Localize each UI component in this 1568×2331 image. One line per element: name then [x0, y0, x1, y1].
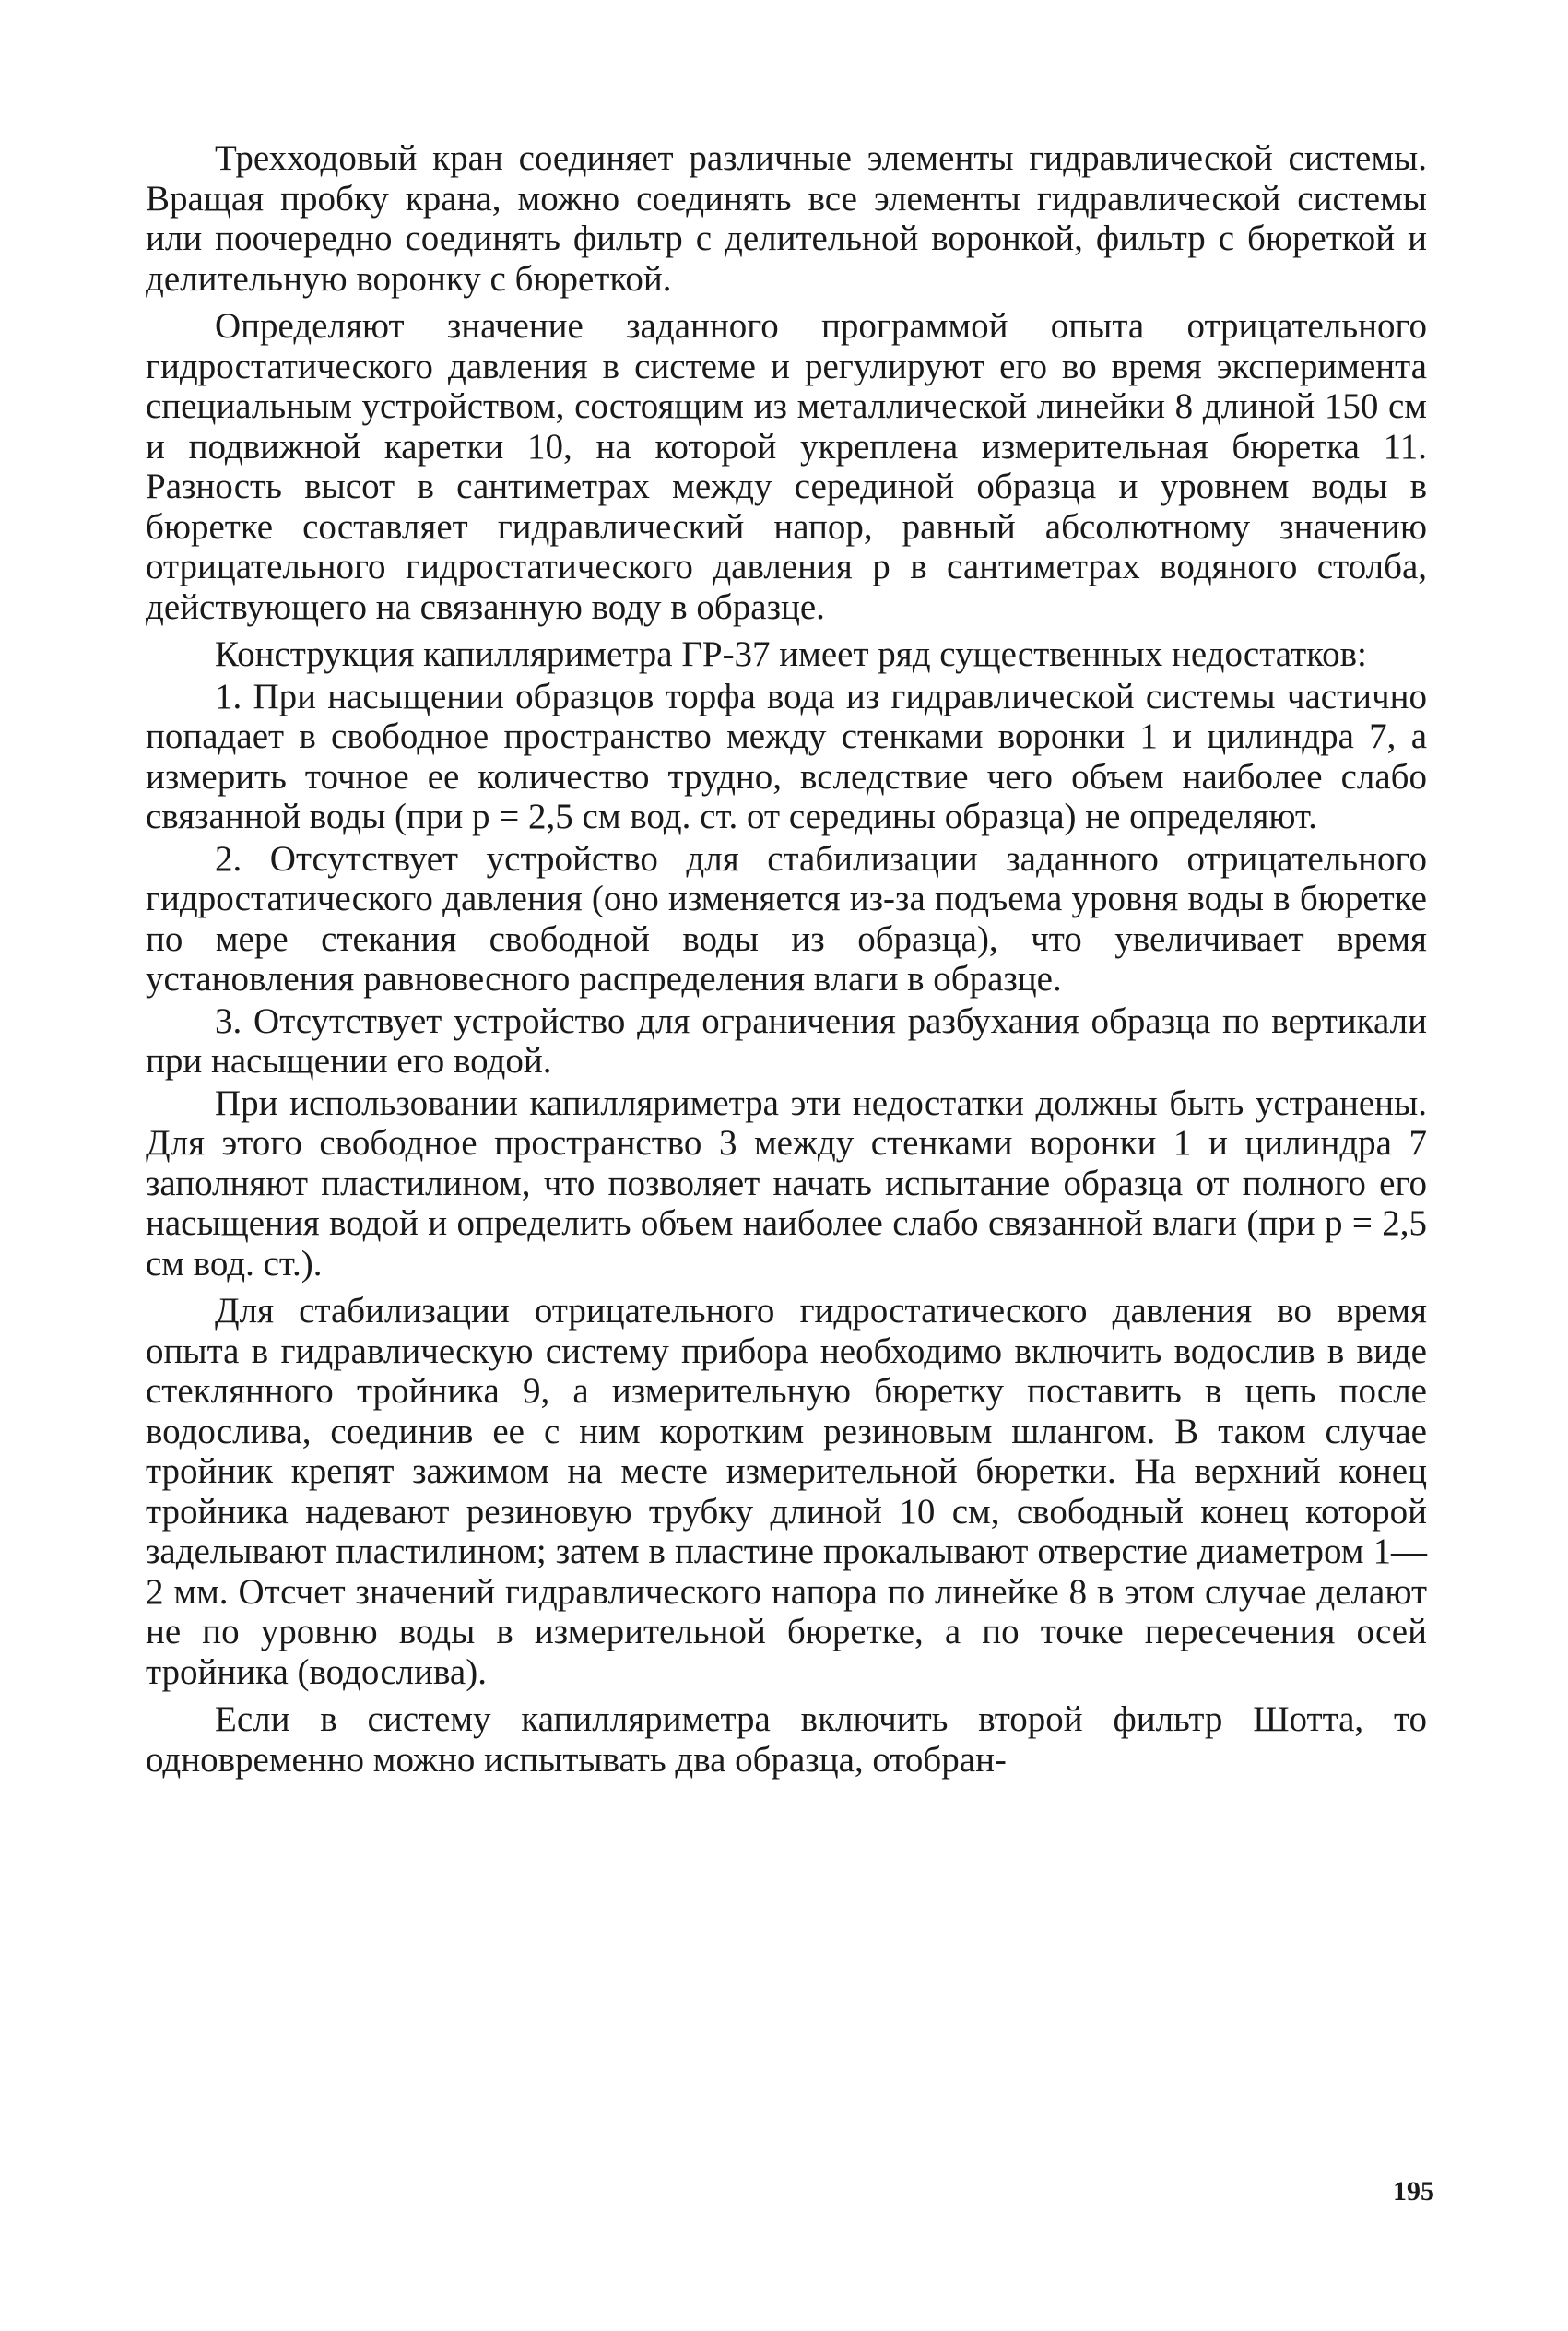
page-text: [146, 138, 1427, 1787]
paragraph-second-filter: Если в систему капилляриметра включить второй фильтр Шотта, то одновременно можно испытывать два образца, отобран-: [146, 1699, 1427, 1780]
paragraph-design-drawbacks: Конструкция капилляриметра ГР-37 имеет ряд существенных недостатков:: [215, 634, 1367, 674]
list-item-drawback-1: 1. При насыщении образцов торфа вода из гидравлической системы частично попадает в свободное пространство между стенками воронки 1 и цилиндра 7, а измерить точное ее количество трудно, вследствие чего объем наиболее слабо связанной воды (при p = 2,5 см вод. ст. от середины образца) не определяют.: [146, 676, 1427, 836]
list-item-drawback-2: 2. Отсутствует устройство для стабилизации заданного отрицательного гидростатического давления (оно изменяется из-за подъема уровня воды в бюретке по мере стекания свободной воды из образца), что увеличивает время установления равновесного распределения влаги в образце.: [146, 838, 1427, 999]
list-item-drawback-3: 3. Отсутствует устройство для ограничения разбухания образца по вертикали при насыщении его водой.: [146, 1000, 1427, 1081]
paragraph-stabilization: Для стабилизации отрицательного гидростатического давления во время опыта в гидравлическую систему прибора необходимо включить водослив в виде стеклянного тройника 9, а измерительную бюретку поставить в цепь после водослива, соединив ее с ним коротким резиновым шлангом. В таком случае тройник крепят зажимом на месте измерительной бюретки. На верхний конец тройника надевают резиновую трубку длиной 10 см, свободный конец которой заделывают пластилином; затем в пластине прокалывают отверстие диаметром 1—2 мм. Отсчет значений гидравлического напора по линейке 8 в этом случае делают не по уровню воды в измерительной бюретке, а по точке пересечения осей тройника (водослива).: [146, 1291, 1427, 1692]
paragraph-pressure-regulation: Определяют значение заданного программой опыта отрицательного гидростатического давления в системе и регулируют его во время эксперимента специальным устройством, состоящим из металлической линейки 8 длиной 150 см и подвижной каретки 10, на которой укреплена измерительная бюретка 11. Разность высот в сантиметрах между серединой образца и уровнем воды в бюретке составляет гидравлический напор, равный абсолютному значению отрицательного гидростатического давления p в сантиметрах водяного столба, действующего на связанную воду в образце.: [146, 306, 1427, 627]
paragraph-elimination: При использовании капилляриметра эти недостатки должны быть устранены. Для этого свободное пространство 3 между стенками воронки 1 и цилиндра 7 заполняют пластилином, что позволяет начать испытание образца от полного его насыщения водой и определить объем наиболее слабо связанной влаги (при p = 2,5 см вод. ст.).: [146, 1083, 1427, 1284]
paragraph-three-way-valve: Трехходовый кран соединяет различные элементы гидравлической системы. Вращая пробку крана, можно соединять все элементы гидравлической системы или поочередно соединять фильтр с делительной воронкой, фильтр с бюреткой и делительную воронку с бюреткой.: [146, 138, 1427, 299]
page-number: 195: [1393, 2176, 1434, 2207]
